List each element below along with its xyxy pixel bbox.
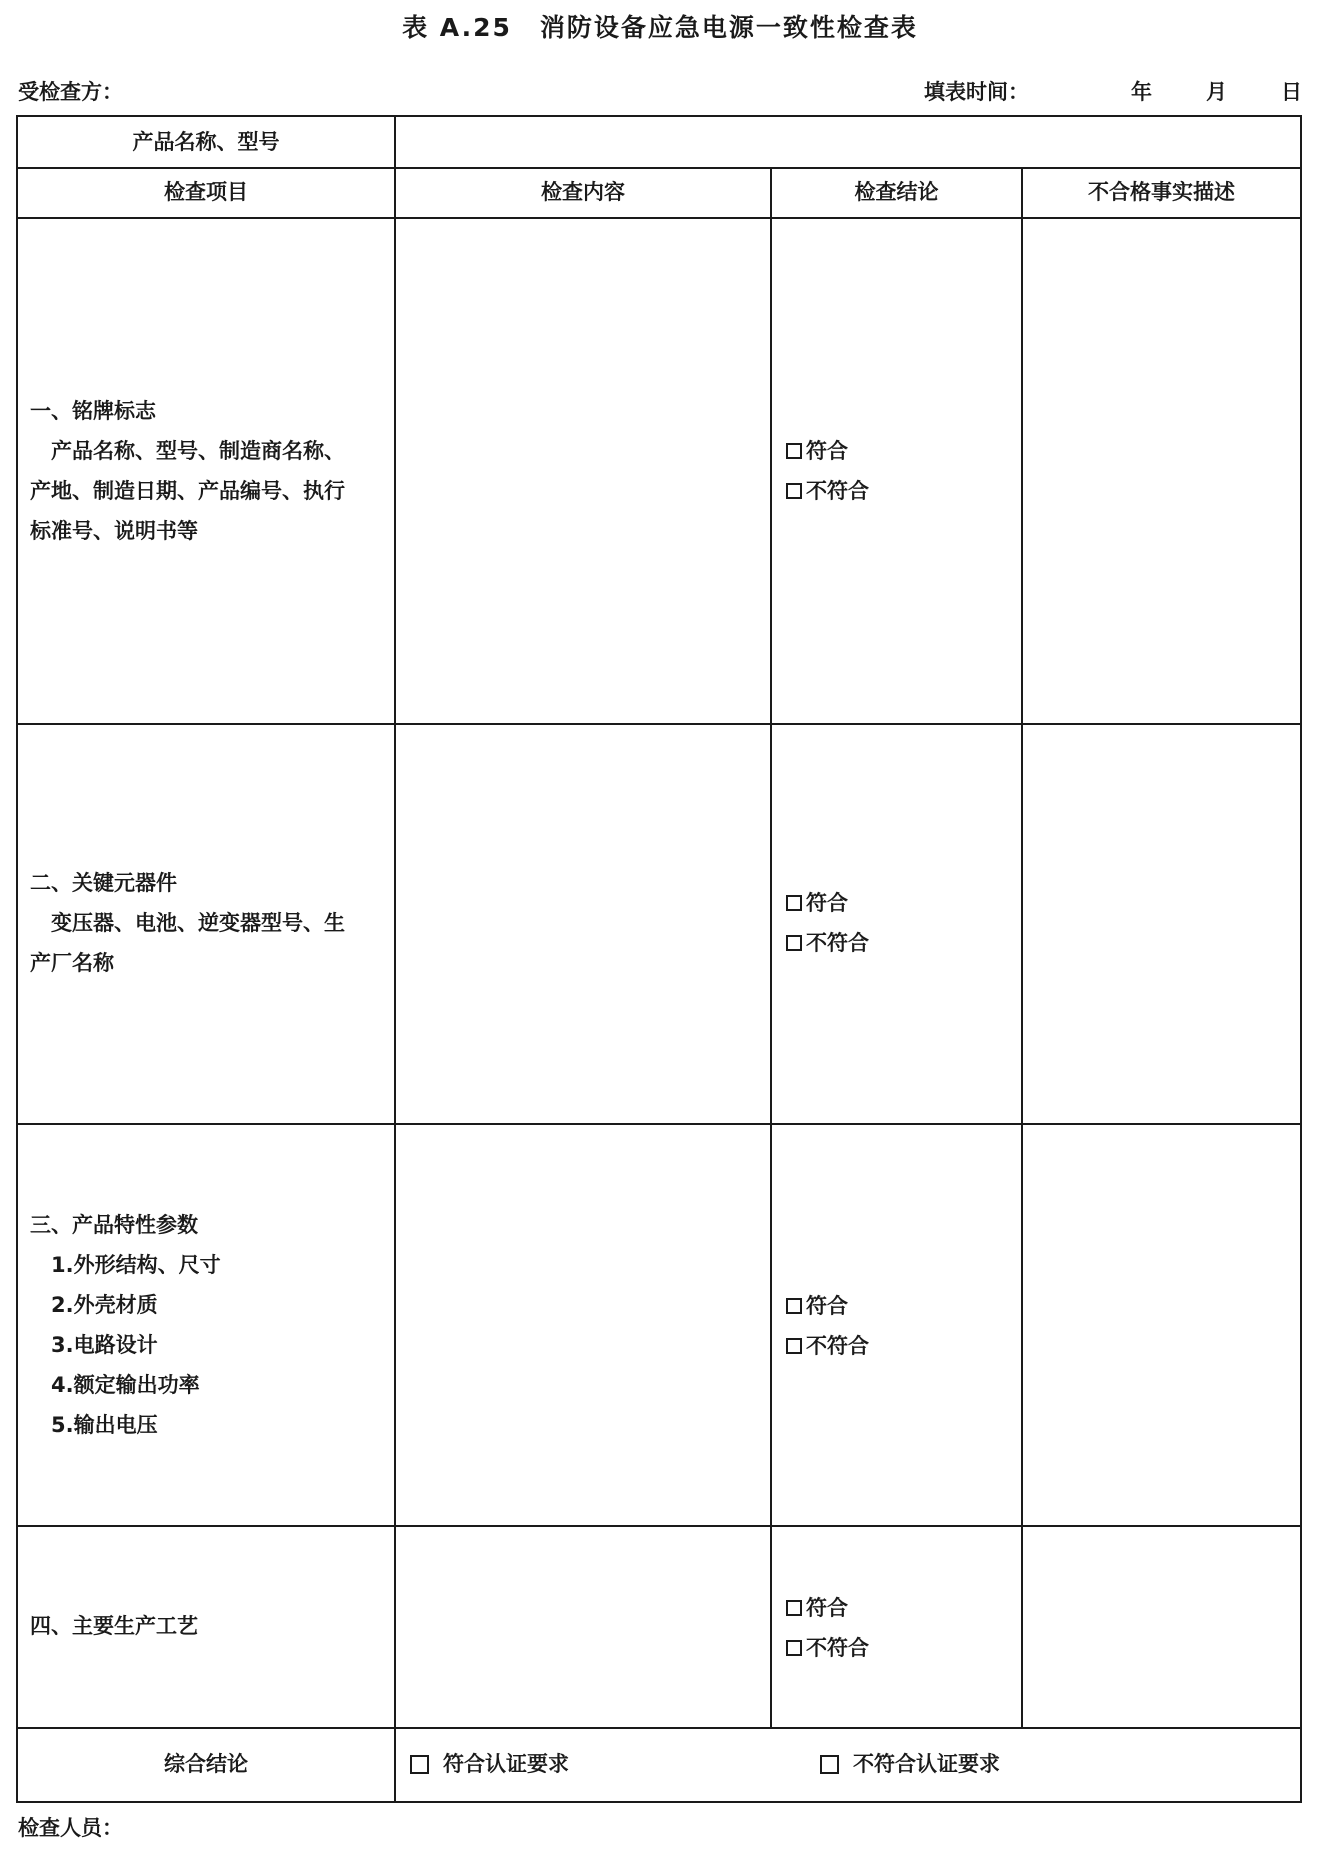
table-rule bbox=[18, 723, 1300, 725]
table-rule bbox=[18, 217, 1300, 219]
checkbox-icon bbox=[786, 483, 802, 499]
pass-checkbox[interactable] bbox=[786, 1588, 869, 1628]
inspected-party-label: 受检查方： bbox=[18, 80, 123, 104]
item-line: 3.电路设计 bbox=[30, 1333, 158, 1357]
item-line: 2.外壳材质 bbox=[30, 1293, 158, 1317]
table-rule bbox=[18, 1123, 1300, 1125]
product-name-label: 产品名称、型号 bbox=[132, 130, 280, 154]
table-rule bbox=[394, 117, 396, 1801]
fill-date-label: 填表时间： bbox=[924, 80, 1029, 104]
summary-pass-checkbox[interactable] bbox=[410, 1744, 820, 1784]
item-line: 二、关键元器件 bbox=[30, 871, 177, 895]
item-line: 产厂名称 bbox=[30, 951, 114, 975]
item-line: 产地、制造日期、产品编号、执行 bbox=[30, 479, 345, 503]
summary-label: 综合结论 bbox=[164, 1752, 248, 1776]
option-label: 不符合 bbox=[806, 479, 869, 503]
item-production-process bbox=[30, 1606, 198, 1646]
table-rule bbox=[1021, 167, 1023, 1727]
option-label: 不符合 bbox=[806, 931, 869, 955]
fail-checkbox[interactable] bbox=[786, 1326, 869, 1366]
item-line: 一、铭牌标志 bbox=[30, 399, 156, 423]
inspector-label: 检查人员： bbox=[18, 1816, 123, 1840]
header-nonconformity-description: 不合格事实描述 bbox=[1088, 180, 1235, 204]
checkbox-icon bbox=[786, 1600, 802, 1616]
inspection-table bbox=[16, 115, 1302, 1803]
title-text: 消防设备应急电源一致性检查表 bbox=[539, 13, 918, 42]
header-conclusion: 检查结论 bbox=[854, 180, 939, 204]
item-line: 三、产品特性参数 bbox=[30, 1213, 198, 1237]
day-label: 日 bbox=[1281, 80, 1302, 104]
item-line: 变压器、电池、逆变器型号、生 bbox=[30, 911, 345, 935]
checkbox-icon bbox=[786, 1640, 802, 1656]
checkbox-icon bbox=[786, 1338, 802, 1354]
fill-date bbox=[924, 76, 1302, 106]
checkbox-icon bbox=[820, 1755, 839, 1774]
pass-checkbox[interactable] bbox=[786, 1286, 869, 1326]
item-line: 标准号、说明书等 bbox=[30, 519, 198, 543]
year-label: 年 bbox=[1131, 80, 1152, 104]
item-line: 1.外形结构、尺寸 bbox=[30, 1253, 221, 1277]
checkbox-icon bbox=[786, 895, 802, 911]
fail-checkbox[interactable] bbox=[786, 923, 869, 963]
item-line: 4.额定输出功率 bbox=[30, 1373, 200, 1397]
option-label: 不符合 bbox=[806, 1636, 869, 1660]
table-rule bbox=[18, 1525, 1300, 1527]
table-rule bbox=[770, 167, 772, 1727]
header-inspection-content: 检查内容 bbox=[541, 180, 625, 204]
item-line: 5.输出电压 bbox=[30, 1413, 158, 1437]
checkbox-icon bbox=[410, 1755, 429, 1774]
conclusion-options bbox=[786, 883, 869, 963]
checkbox-icon bbox=[786, 935, 802, 951]
conclusion-options bbox=[786, 1588, 869, 1668]
summary-pass-label: 符合认证要求 bbox=[443, 1752, 569, 1776]
table-rule bbox=[18, 1727, 1300, 1729]
table-rule bbox=[18, 167, 1300, 169]
option-label: 符合 bbox=[806, 891, 848, 915]
fail-checkbox[interactable] bbox=[786, 1628, 869, 1668]
title-number: 表 A.25 bbox=[402, 13, 512, 42]
document-title bbox=[0, 8, 1320, 44]
checkbox-icon bbox=[786, 443, 802, 459]
item-nameplate bbox=[30, 391, 345, 551]
fail-checkbox[interactable] bbox=[786, 471, 869, 511]
checkbox-icon bbox=[786, 1298, 802, 1314]
summary-fail-checkbox[interactable] bbox=[820, 1744, 1000, 1784]
conclusion-options bbox=[786, 431, 869, 511]
pass-checkbox[interactable] bbox=[786, 883, 869, 923]
summary-options bbox=[410, 1744, 1290, 1784]
option-label: 符合 bbox=[806, 439, 848, 463]
conclusion-options bbox=[786, 1286, 869, 1366]
month-label: 月 bbox=[1206, 80, 1227, 104]
item-key-components bbox=[30, 863, 345, 983]
option-label: 不符合 bbox=[806, 1334, 869, 1358]
item-line: 四、主要生产工艺 bbox=[30, 1614, 198, 1638]
option-label: 符合 bbox=[806, 1596, 848, 1620]
item-product-parameters bbox=[30, 1205, 221, 1445]
summary-fail-label: 不符合认证要求 bbox=[853, 1752, 1000, 1776]
option-label: 符合 bbox=[806, 1294, 848, 1318]
pass-checkbox[interactable] bbox=[786, 431, 869, 471]
header-inspection-item: 检查项目 bbox=[164, 180, 248, 204]
item-line: 产品名称、型号、制造商名称、 bbox=[30, 439, 345, 463]
